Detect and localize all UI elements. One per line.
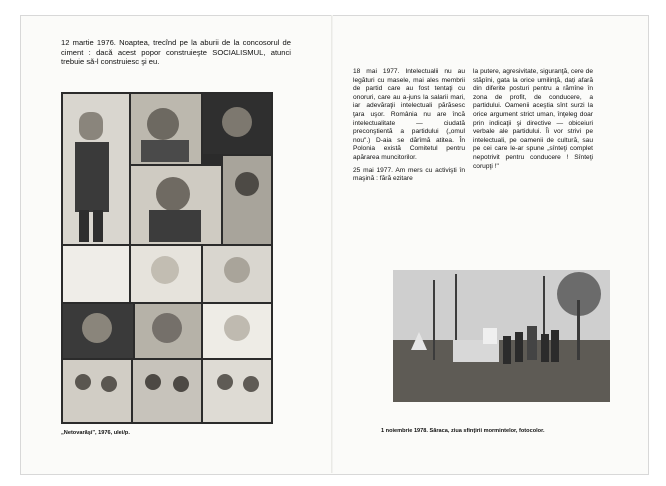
journal-entry-2: 25 mai 1977. Am mers cu activişti în maşină : fără ezitare — [353, 166, 465, 183]
right-page — [333, 15, 649, 475]
photo-caption: 1 noiembrie 1978. Săraca, ziua sfinţirii mormintelor, fotocolor. — [381, 428, 545, 434]
journal-entry-1: 18 mai 1977. Intelectualii nu au legături cu masele, mai ales membrii de partid care au fost tentaţi cu onoruri, care au a-juns la salarii mari, iar adevăraţii intelectuali părăsesc ţara uşor. România nu are încă intelectualitate — ciudată preconştientă a partidului („omul nou".) D-aia se dărîmă atitea. În Polonia există Comitetul pentru apărarea muncitorilor. — [353, 68, 465, 161]
journal-entry-2-continued: la putere, agresivitate, siguranţă, cere de stăpîni, gata la orice umilinţă, dați afară din diferite posturi pentru a rămîne în zona de profit, de conducere, a partidului. Oamenii aceştia sînt surzi la orice argument strict uman, înţeleg doar prin indicaţii şi directive — obiceiuri verbale ale partidului. Îi vor strivi pe intelectuali, pe oamenii de cultură, sau pe cei care le-ar spune „sînteţi complet nepotrivit pentru conducere ! Sînteţi corupţi !" — [473, 68, 593, 170]
left-page — [20, 15, 334, 475]
collage-image — [61, 92, 273, 424]
intro-paragraph: 12 martie 1976. Noaptea, trecînd pe la aburii de la concosorul de ciment : dacă acest popor construieşte SOCIALISMUL, atunci trebuie să-l construiesc şi eu. — [61, 38, 291, 67]
portrait-collage — [61, 92, 273, 424]
booklet-spread — [20, 15, 648, 473]
journal-column-2 — [473, 68, 593, 175]
cemetery-image — [393, 270, 610, 402]
cemetery-photo — [393, 270, 610, 402]
journal-column-1 — [353, 68, 465, 188]
collage-caption: „Netovarăşi", 1976, ulei/p. — [61, 430, 130, 436]
